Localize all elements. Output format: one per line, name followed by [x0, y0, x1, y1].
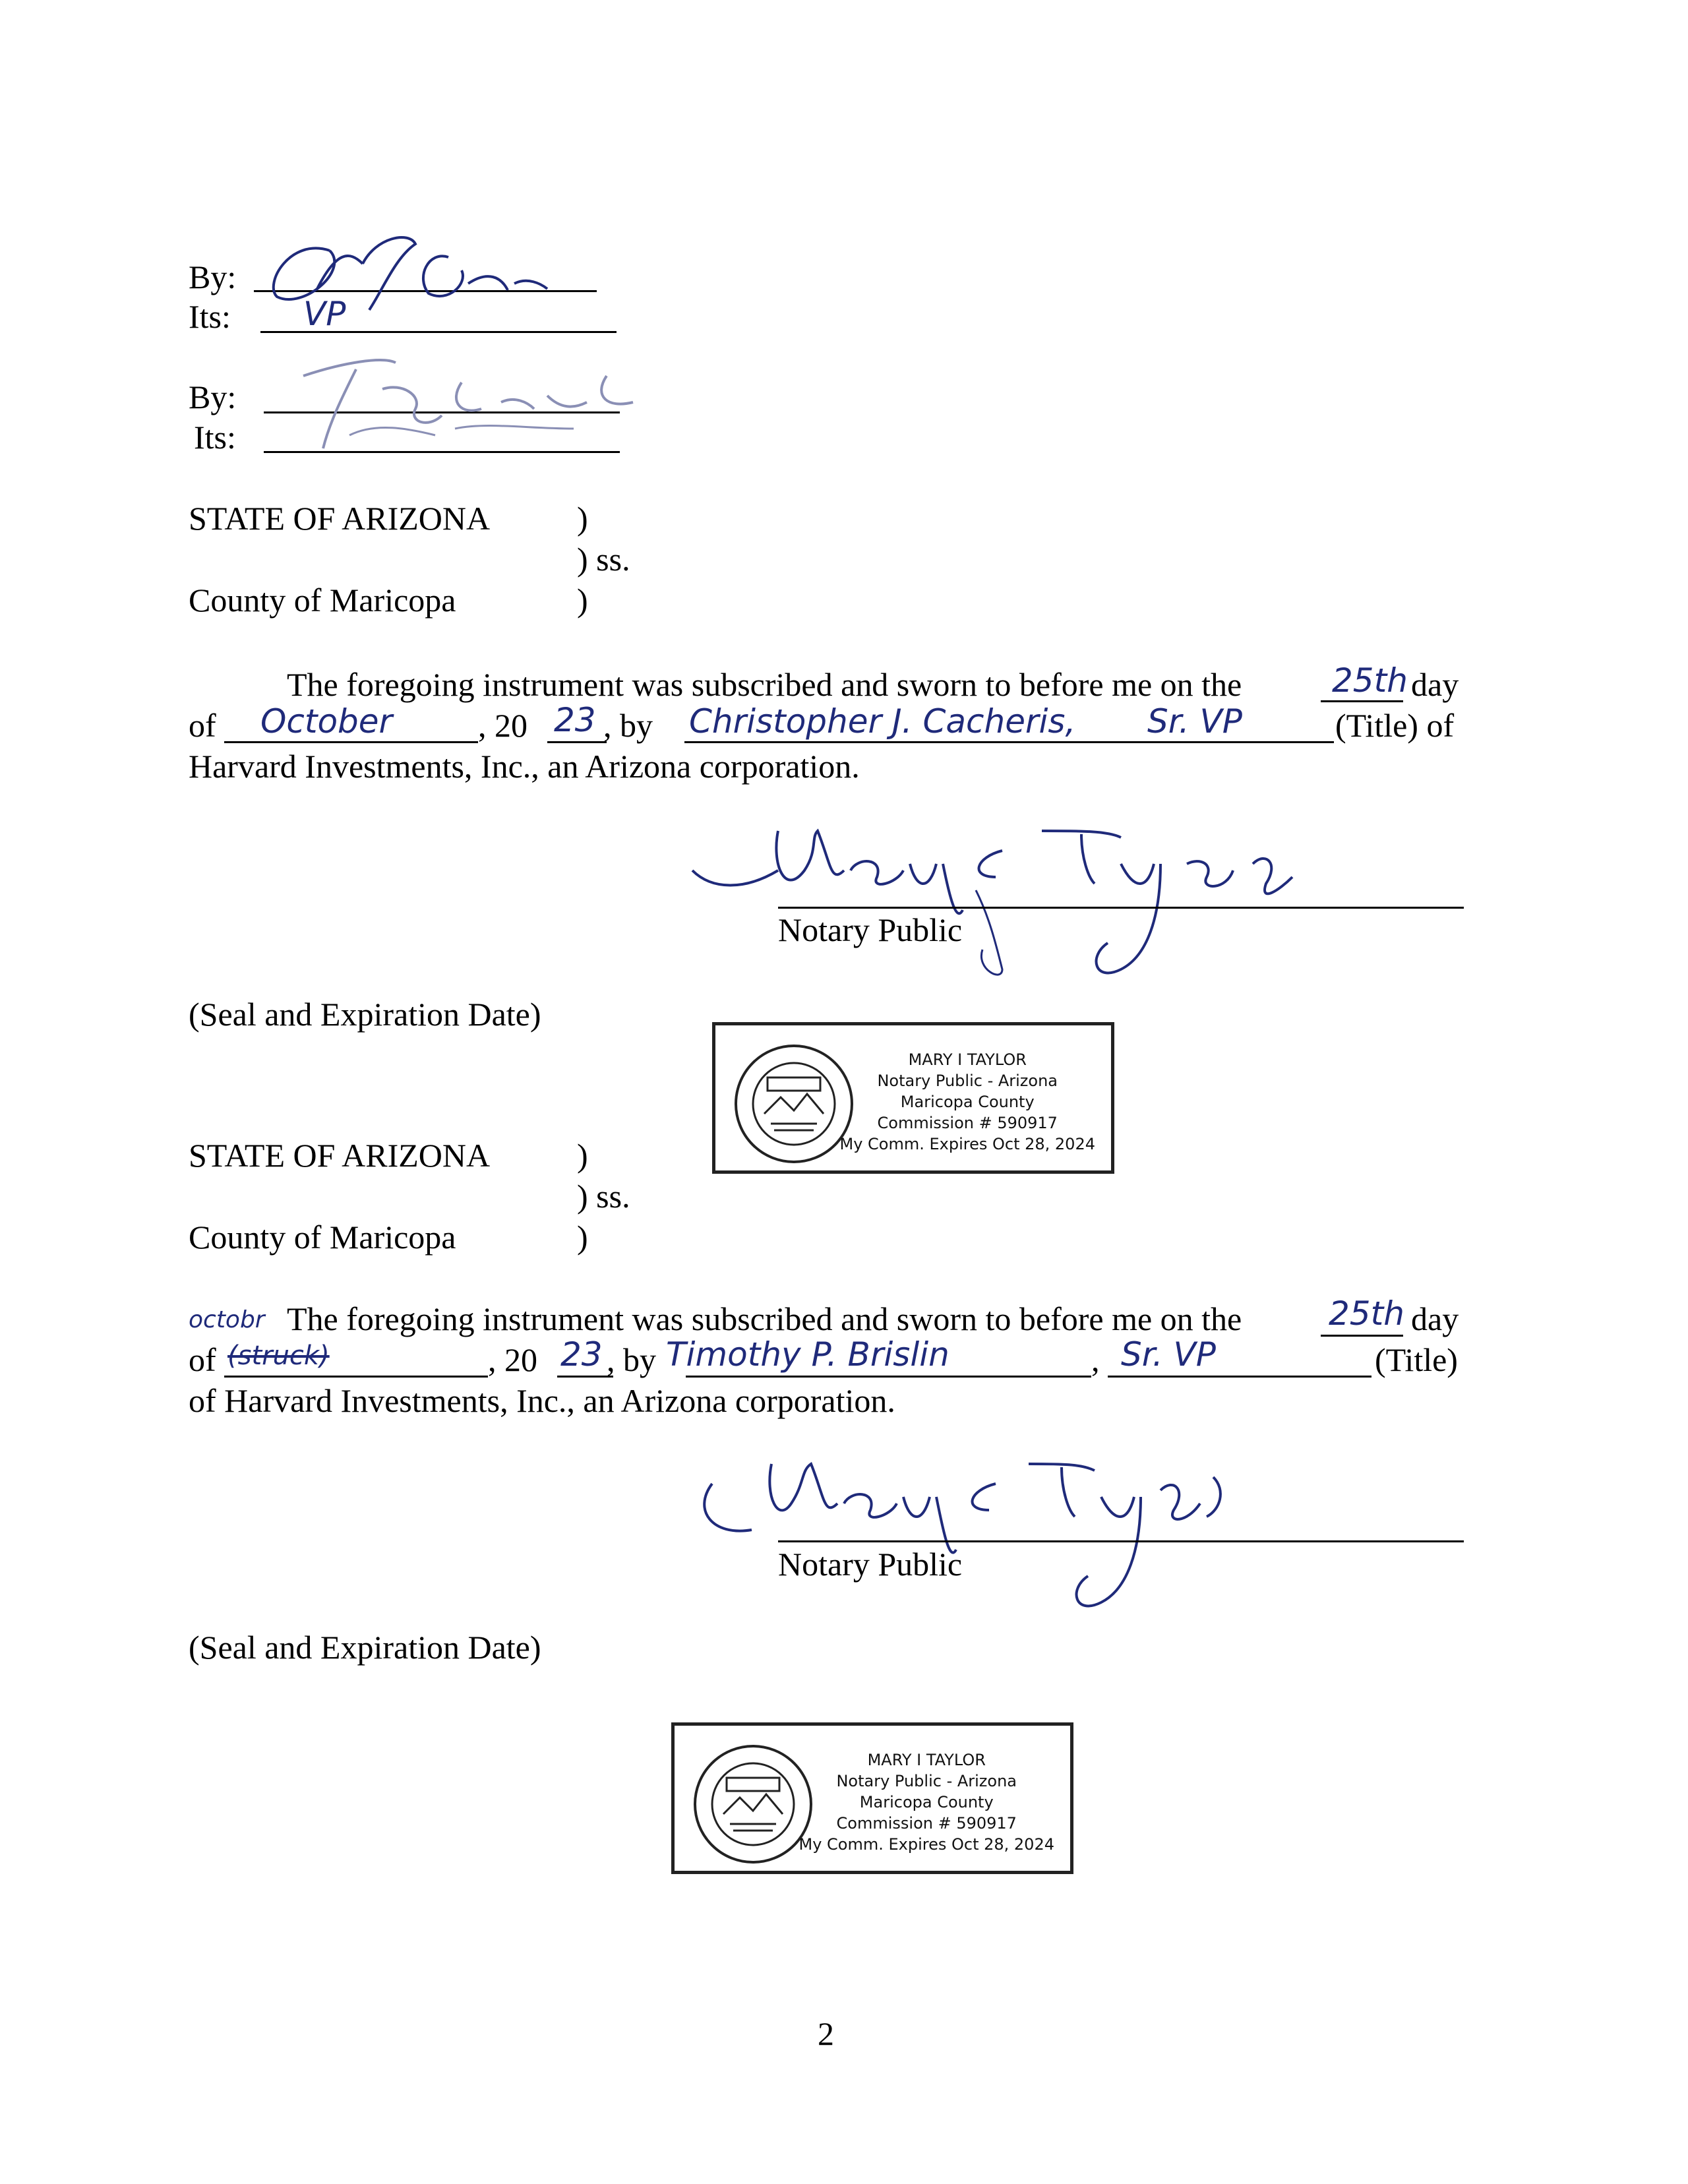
ack2-title-label: (Title) — [1375, 1341, 1458, 1378]
venue-county-2: County of Maricopa — [189, 1219, 456, 1256]
ack1-of-label: of — [189, 707, 216, 744]
venue-ss-1: ) ss. — [577, 541, 630, 578]
ack2-day-label: day — [1411, 1300, 1459, 1337]
ack1-year-value: 23 — [554, 701, 596, 739]
ack2-month-value: (struck) — [227, 1341, 330, 1371]
its-label-1: Its: — [189, 298, 231, 335]
stamp1-role: Notary Public - Arizona — [877, 1072, 1058, 1090]
ack2-line1: The foregoing instrument was subscribed and sworn to before me on the — [287, 1300, 1242, 1337]
ack1-year-prefix: , 20 — [478, 707, 528, 744]
ack1-day-label: day — [1411, 666, 1459, 703]
its-value-1: VP — [303, 295, 346, 333]
seal-label-2: (Seal and Expiration Date) — [189, 1629, 541, 1666]
signature-2 — [264, 336, 686, 462]
its-label-2: Its: — [194, 419, 236, 456]
notary-stamp-2 — [671, 1722, 1073, 1874]
stamp2-name: MARY I TAYLOR — [867, 1751, 986, 1769]
ack1-by-label: , by — [603, 707, 653, 744]
ack2-of-label: of — [189, 1341, 216, 1378]
ack2-day-value: 25th — [1329, 1294, 1404, 1333]
stamp2-expires: My Comm. Expires Oct 28, 2024 — [799, 1835, 1054, 1854]
venue-paren-2c: ) — [577, 1219, 588, 1256]
ack1-month-value: October — [260, 702, 393, 741]
venue-paren-1c: ) — [577, 582, 588, 619]
ack2-year-value: 23 — [560, 1335, 603, 1374]
ack1-day-line — [1321, 700, 1403, 702]
venue-paren-2a: ) — [577, 1137, 588, 1174]
notary-line-1 — [778, 907, 1464, 909]
page-number: 2 — [818, 2015, 834, 2052]
venue-county-1: County of Maricopa — [189, 582, 456, 619]
ack2-title-line — [1108, 1376, 1372, 1378]
ack2-title-value: Sr. VP — [1121, 1335, 1216, 1374]
ack2-by-label: , by — [607, 1341, 656, 1378]
notary-stamp-1 — [712, 1022, 1114, 1174]
stamp1-name: MARY I TAYLOR — [908, 1050, 1027, 1069]
stamp1-county: Maricopa County — [900, 1093, 1035, 1111]
notary-label-1: Notary Public — [778, 911, 963, 948]
stamp2-commission: Commission # 590917 — [836, 1814, 1017, 1833]
ack1-name-value: Christopher J. Cacheris, — [689, 702, 1076, 741]
ack2-line3: of Harvard Investments, Inc., an Arizona corporation. — [189, 1382, 895, 1419]
ack1-line1: The foregoing instrument was subscribed and sworn to before me on the — [287, 666, 1242, 703]
ack1-month-line — [224, 741, 478, 743]
stamp2-county: Maricopa County — [859, 1793, 994, 1811]
notary-signature-1 — [686, 811, 1345, 996]
ack2-day-line — [1321, 1335, 1403, 1337]
venue-ss-2: ) ss. — [577, 1178, 630, 1215]
ack1-day-value: 25th — [1332, 661, 1408, 700]
by-label-1: By: — [189, 258, 237, 295]
stamp2-role: Notary Public - Arizona — [836, 1772, 1017, 1790]
notary-line-2 — [778, 1540, 1464, 1542]
ack1-title-label: (Title) of — [1335, 707, 1455, 744]
notary-signature-2 — [686, 1438, 1345, 1622]
ack2-year-prefix: , 20 — [488, 1341, 537, 1378]
notary-label-2: Notary Public — [778, 1546, 963, 1583]
ack2-year-line — [557, 1376, 613, 1378]
by-label-2: By: — [189, 379, 237, 415]
stamp1-expires: My Comm. Expires Oct 28, 2024 — [839, 1135, 1095, 1153]
stamp1-commission: Commission # 590917 — [877, 1114, 1058, 1132]
seal-label-1: (Seal and Expiration Date) — [189, 996, 541, 1033]
ack1-line3: Harvard Investments, Inc., an Arizona corporation. — [189, 748, 860, 785]
ack1-year-line — [547, 741, 607, 743]
ack1-name-line — [684, 741, 1334, 743]
ack2-name-value: Timothy P. Brislin — [666, 1335, 950, 1374]
ack2-month-line — [224, 1376, 488, 1378]
venue-paren-1a: ) — [577, 500, 588, 537]
ack2-margin-note: octobr — [189, 1306, 265, 1333]
venue-state-2: STATE OF ARIZONA — [189, 1137, 491, 1174]
ack1-title-value: Sr. VP — [1147, 702, 1242, 741]
its-line-2 — [264, 451, 620, 453]
ack2-name-line — [686, 1376, 1091, 1378]
ack2-comma: , — [1091, 1341, 1100, 1378]
state-seal-icon-2 — [690, 1742, 816, 1867]
venue-state-1: STATE OF ARIZONA — [189, 500, 491, 537]
state-seal-icon-1 — [731, 1041, 857, 1167]
